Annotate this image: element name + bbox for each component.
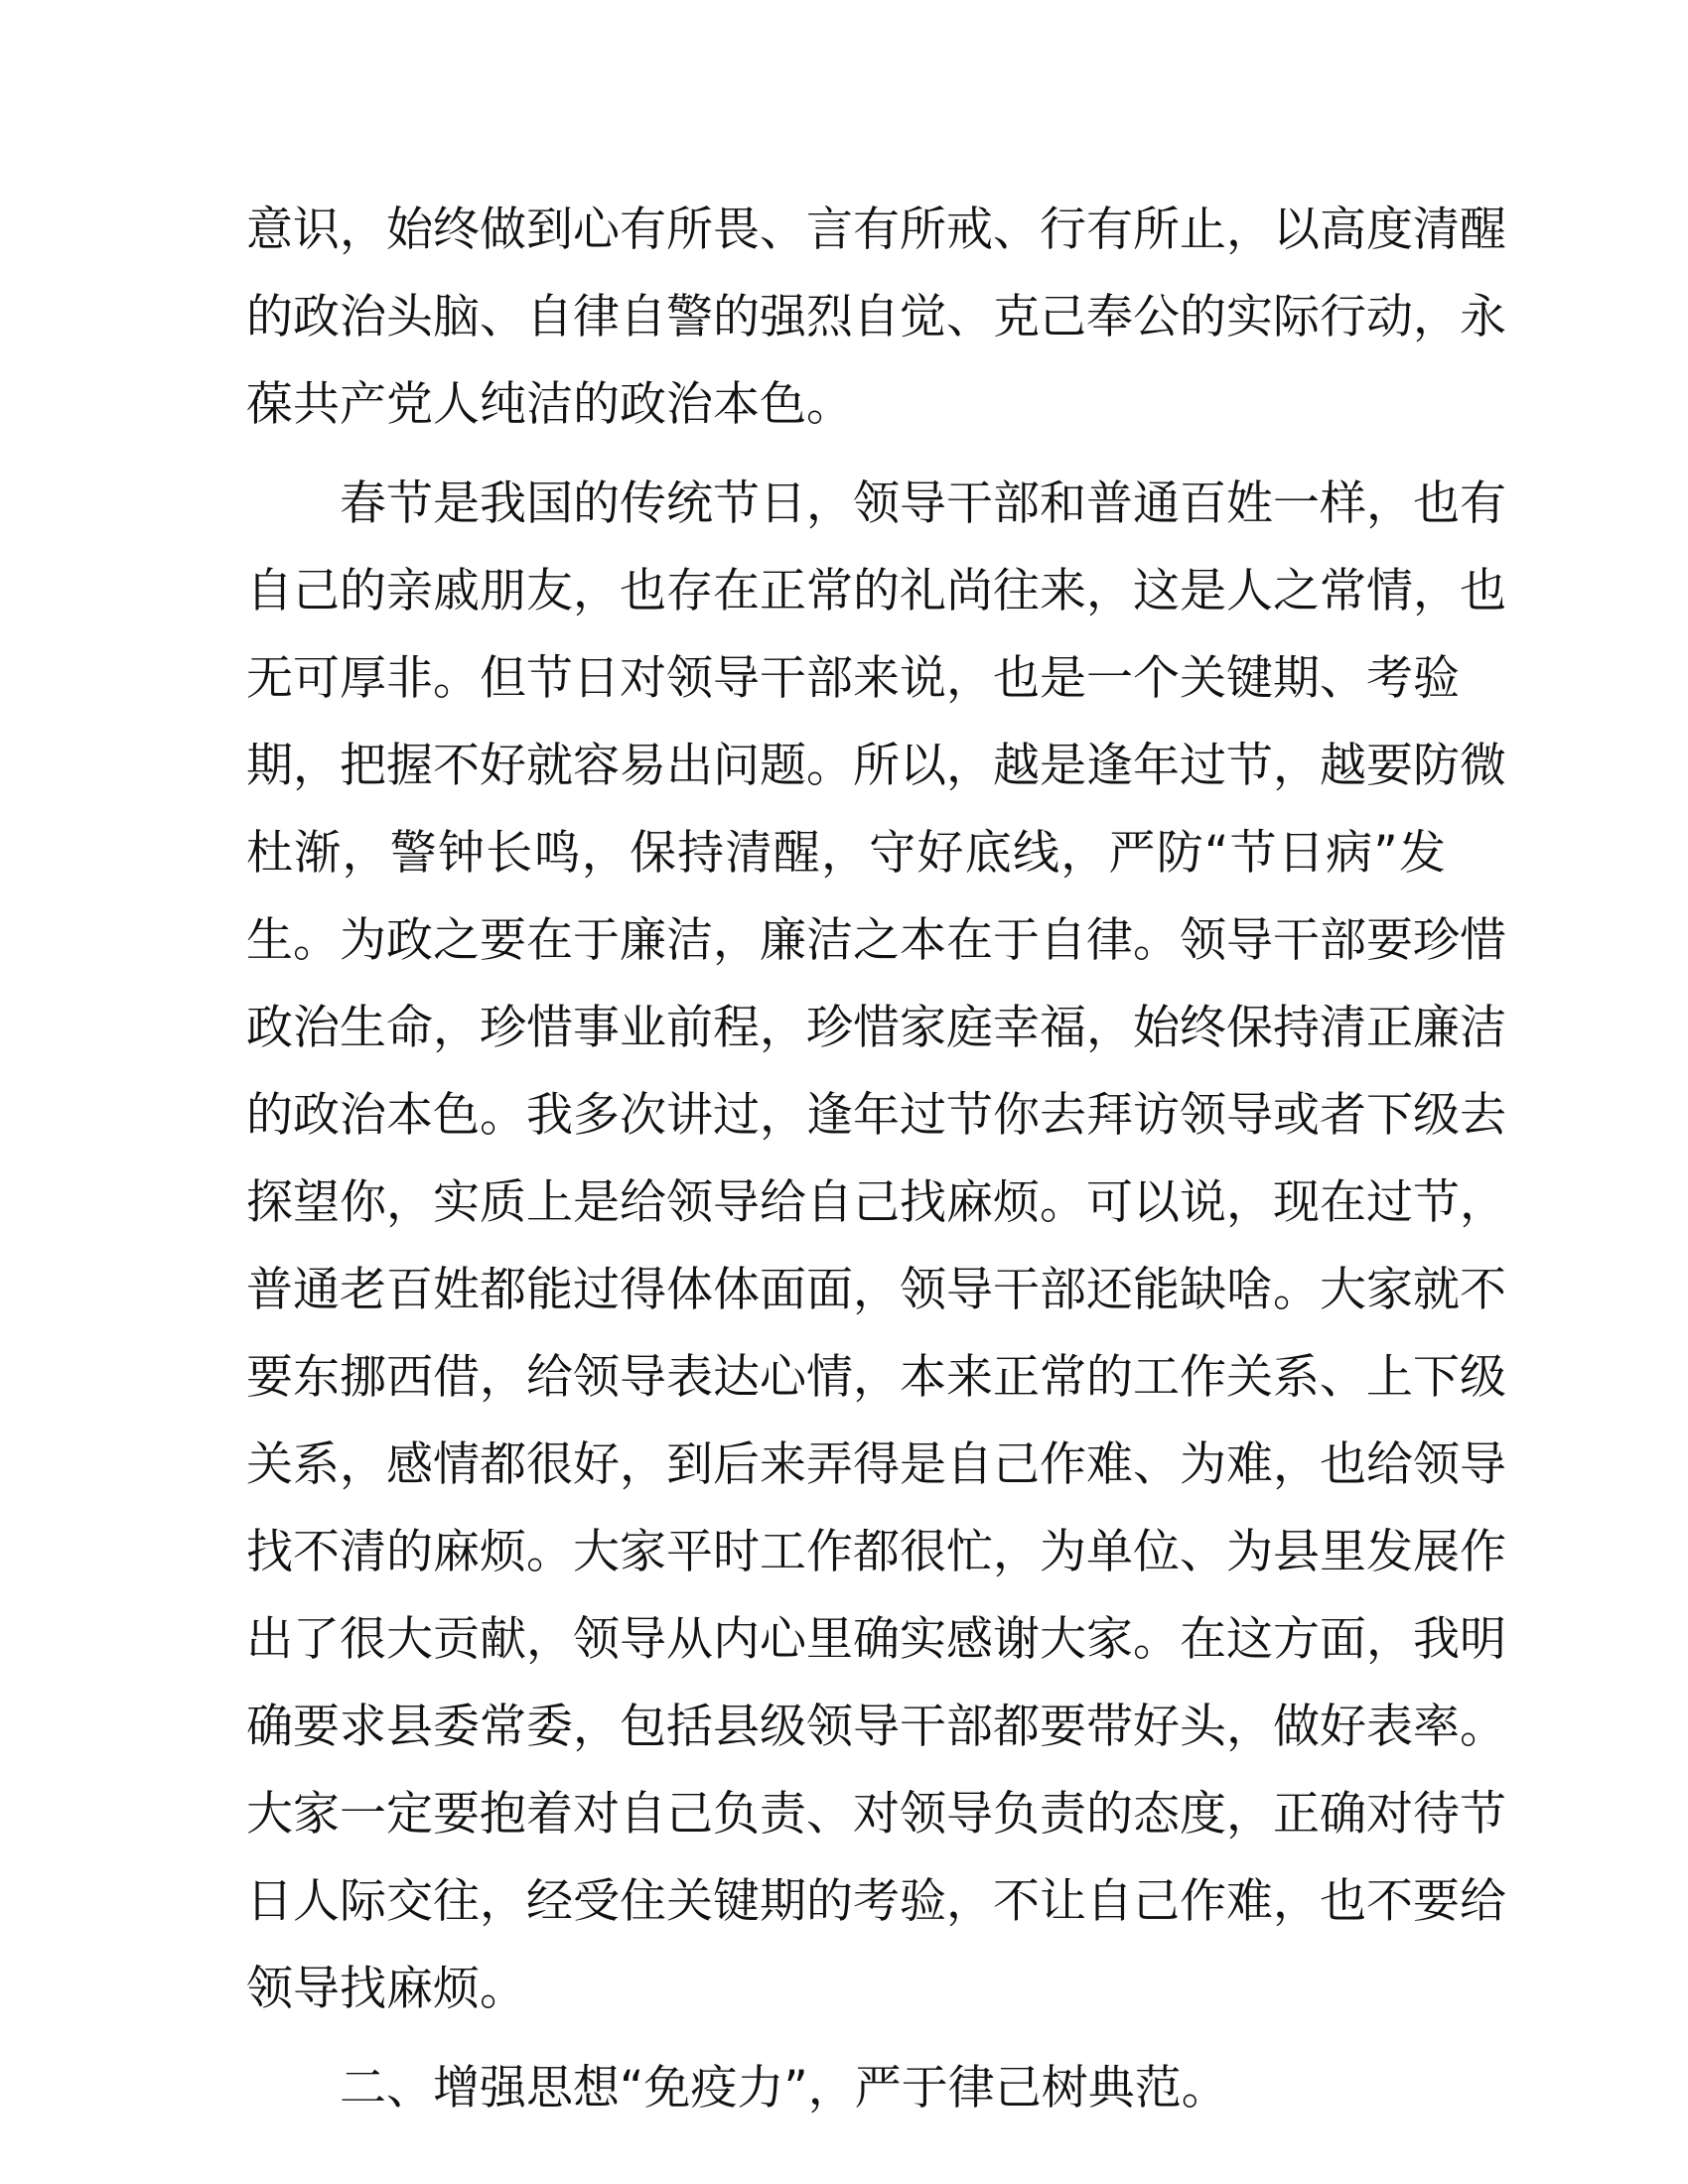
text-line: 自己的亲戚朋友，也存在正常的礼尚往来，这是人之常情，也 [246, 564, 1506, 618]
text-line: 意识，始终做到心有所畏、言有所戒、行有所止，以高度清醒 [246, 203, 1506, 257]
text-line: 期，把握不好就容易出问题。所以，越是逢年过节，越要防微 [246, 739, 1506, 793]
paragraph-2 [246, 477, 1506, 2016]
text-line: 领导找麻烦。 [246, 1962, 526, 2016]
text-line: 探望你，实质上是给领导给自己找麻烦。可以说，现在过节， [246, 1175, 1506, 1230]
text-line: 葆共产党人纯洁的政治本色。 [246, 377, 853, 432]
text-line: 的政治头脑、自律自警的强烈自觉、克己奉公的实际行动，永 [246, 290, 1506, 344]
text-line: 日人际交往，经受住关键期的考验，不让自己作难，也不要给 [246, 1874, 1506, 1929]
text-line: 二、增强思想“免疫力”，严于律己树典范。 [340, 2061, 1228, 2116]
text-line: 无可厚非。但节日对领导干部来说，也是一个关键期、考验 [246, 651, 1460, 706]
text-line: 要东挪西借，给领导表达心情，本来正常的工作关系、上下级 [246, 1350, 1506, 1405]
text-line: 关系，感情都很好，到后来弄得是自己作难、为难，也给领导 [246, 1437, 1506, 1492]
text-line: 大家一定要抱着对自己负责、对领导负责的态度，正确对待节 [246, 1787, 1506, 1842]
text-line: 政治生命，珍惜事业前程，珍惜家庭幸福，始终保持清正廉洁 [246, 1001, 1506, 1055]
paragraph-1 [246, 203, 1506, 432]
text-line: 春节是我国的传统节日，领导干部和普通百姓一样，也有 [340, 477, 1506, 531]
text-line: 找不清的麻烦。大家平时工作都很忙，为单位、为县里发展作 [246, 1525, 1506, 1579]
text-line: 生。为政之要在于廉洁，廉洁之本在于自律。领导干部要珍惜 [246, 913, 1506, 968]
section-heading-2 [246, 2061, 1446, 2116]
text-line: 出了很大贡献，领导从内心里确实感谢大家。在这方面，我明 [246, 1612, 1506, 1667]
text-line: 的政治本色。我多次讲过，逢年过节你去拜访领导或者下级去 [246, 1088, 1506, 1143]
text-line: 确要求县委常委，包括县级领导干部都要带好头，做好表率。 [246, 1700, 1506, 1754]
text-line: 杜渐，警钟长鸣，保持清醒，守好底线，严防“节日病”发 [246, 826, 1446, 881]
body-text [246, 203, 1506, 2152]
text-line: 普通老百姓都能过得体体面面，领导干部还能缺啥。大家就不 [246, 1263, 1506, 1317]
